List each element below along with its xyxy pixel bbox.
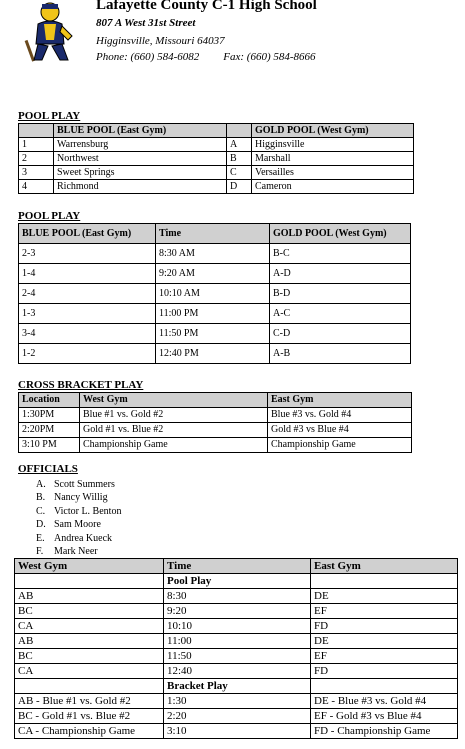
cross-bracket-table xyxy=(18,392,412,453)
east-gym-header: East Gym xyxy=(311,559,458,574)
game-time: 8:30 xyxy=(164,589,311,604)
east-officials: EF xyxy=(311,604,458,619)
table-row xyxy=(15,619,458,634)
table-row xyxy=(15,664,458,679)
gold-seed: B xyxy=(227,152,252,166)
official-name: Victor L. Benton xyxy=(54,505,122,517)
east-officials: FD xyxy=(311,664,458,679)
west-game: Gold #1 vs. Blue #2 xyxy=(80,423,268,438)
game-time: 11:50 PM xyxy=(156,324,270,344)
gold-pool-header: GOLD POOL (West Gym) xyxy=(252,124,414,138)
list-item: C. Victor L. Benton xyxy=(36,505,122,517)
gold-team: Cameron xyxy=(252,180,414,194)
table-header-row xyxy=(15,559,458,574)
empty-cell xyxy=(311,574,458,589)
gold-pool-header: GOLD POOL (West Gym) xyxy=(270,224,411,244)
table-row xyxy=(19,304,411,324)
table-row xyxy=(15,604,458,619)
list-item: E. Andrea Kueck xyxy=(36,532,113,544)
bracket-play-label: Bracket Play xyxy=(164,679,311,694)
game-time: 3:10 xyxy=(164,724,311,739)
table-row xyxy=(19,166,414,180)
east-officials: DE - Blue #3 vs. Gold #4 xyxy=(311,694,458,709)
pool-schedule-table xyxy=(18,223,411,364)
officials-heading: OFFICIALS xyxy=(18,463,78,475)
phone-number: Phone: (660) 584-6082 xyxy=(96,51,200,63)
east-game: Championship Game xyxy=(268,438,412,453)
pool-play-subheader-row xyxy=(15,574,458,589)
game-time: 11:00 PM xyxy=(156,304,270,324)
officials-list xyxy=(36,478,121,558)
blue-seed: 3 xyxy=(19,166,54,180)
east-officials: EF - Gold #3 vs Blue #4 xyxy=(311,709,458,724)
east-game: Gold #3 vs Blue #4 xyxy=(268,423,412,438)
table-row xyxy=(19,438,412,453)
pool-play-label: Pool Play xyxy=(164,574,311,589)
west-officials: BC xyxy=(15,604,164,619)
west-officials: AB xyxy=(15,589,164,604)
cross-bracket-heading: CROSS BRACKET PLAY xyxy=(18,379,144,391)
official-name: Scott Summers xyxy=(54,479,115,490)
list-item: B. Nancy Willig xyxy=(36,492,108,504)
blue-matchup: 1-3 xyxy=(19,304,156,324)
blue-matchup: 2-4 xyxy=(19,284,156,304)
blue-pool-header: BLUE POOL (East Gym) xyxy=(19,224,156,244)
time-header: Time xyxy=(164,559,311,574)
gold-matchup: A-B xyxy=(270,344,411,364)
table-row xyxy=(19,138,414,152)
table-row xyxy=(19,284,411,304)
empty-cell xyxy=(15,679,164,694)
gold-matchup: C-D xyxy=(270,324,411,344)
blue-pool-header: BLUE POOL (East Gym) xyxy=(54,124,227,138)
table-row xyxy=(19,264,411,284)
official-name: Nancy Willig xyxy=(54,492,108,504)
game-time: 12:40 PM xyxy=(156,344,270,364)
east-officials: FD xyxy=(311,619,458,634)
west-officials: CA xyxy=(15,619,164,634)
game-time: 9:20 AM xyxy=(156,264,270,284)
contact-line xyxy=(96,51,316,63)
gold-matchup: A-C xyxy=(270,304,411,324)
table-row xyxy=(19,408,412,423)
table-row xyxy=(15,589,458,604)
table-row xyxy=(15,709,458,724)
west-game: Blue #1 vs. Gold #2 xyxy=(80,408,268,423)
gold-seed: A xyxy=(227,138,252,152)
city-state-zip: Higginsville, Missouri 64037 xyxy=(96,35,225,47)
game-time: 10:10 xyxy=(164,619,311,634)
blue-team: Warrensburg xyxy=(54,138,227,152)
blue-matchup: 2-3 xyxy=(19,244,156,264)
time-header: Time xyxy=(156,224,270,244)
blue-team: Sweet Springs xyxy=(54,166,227,180)
gold-team: Versailles xyxy=(252,166,414,180)
official-name: Andrea Kueck xyxy=(54,532,113,544)
empty-cell xyxy=(15,574,164,589)
west-officials: AB xyxy=(15,634,164,649)
school-name: Lafayette County C-1 High School xyxy=(96,0,317,13)
bracket-time: 2:20PM xyxy=(19,423,80,438)
blue-matchup: 1-4 xyxy=(19,264,156,284)
table-row xyxy=(15,634,458,649)
east-officials: DE xyxy=(311,634,458,649)
west-officials: CA - Championship Game xyxy=(15,724,164,739)
gold-matchup: A-D xyxy=(270,264,411,284)
list-item: D. Sam Moore xyxy=(36,519,101,531)
east-officials: FD - Championship Game xyxy=(311,724,458,739)
gold-matchup: B-C xyxy=(270,244,411,264)
location-header: Location xyxy=(19,393,80,408)
table-header-row xyxy=(19,393,412,408)
table-header-row xyxy=(19,124,414,138)
west-officials: AB - Blue #1 vs. Gold #2 xyxy=(15,694,164,709)
east-officials: EF xyxy=(311,649,458,664)
table-row xyxy=(19,244,411,264)
west-officials: CA xyxy=(15,664,164,679)
game-time: 12:40 xyxy=(164,664,311,679)
list-item: A. Scott Summers xyxy=(36,479,115,490)
blue-matchup: 3-4 xyxy=(19,324,156,344)
pool-play-heading-2: POOL PLAY xyxy=(18,210,81,222)
game-time: 1:30 xyxy=(164,694,311,709)
official-name: Sam Moore xyxy=(54,519,101,531)
bracket-play-subheader-row xyxy=(15,679,458,694)
pool-play-heading-1: POOL PLAY xyxy=(18,110,81,122)
bracket-time: 3:10 PM xyxy=(19,438,80,453)
fax-number: Fax: (660) 584-8666 xyxy=(223,51,316,63)
gold-team: Higginsville xyxy=(252,138,414,152)
school-mascot-logo xyxy=(22,0,78,64)
east-officials: DE xyxy=(311,589,458,604)
game-time: 9:20 xyxy=(164,604,311,619)
table-row xyxy=(19,180,414,194)
blank-header-cell xyxy=(19,124,54,138)
pool-teams-table xyxy=(18,123,414,194)
empty-cell xyxy=(311,679,458,694)
west-game: Championship Game xyxy=(80,438,268,453)
blue-seed: 1 xyxy=(19,138,54,152)
table-row xyxy=(15,694,458,709)
west-gym-header: West Gym xyxy=(80,393,268,408)
officials-schedule-table xyxy=(14,558,458,739)
table-row xyxy=(19,324,411,344)
gold-team: Marshall xyxy=(252,152,414,166)
game-time: 11:50 xyxy=(164,649,311,664)
east-game: Blue #3 vs. Gold #4 xyxy=(268,408,412,423)
game-time: 11:00 xyxy=(164,634,311,649)
west-officials: BC - Gold #1 vs. Blue #2 xyxy=(15,709,164,724)
game-time: 2:20 xyxy=(164,709,311,724)
table-row xyxy=(19,344,411,364)
street-address: 807 A West 31st Street xyxy=(96,17,196,29)
bracket-time: 1:30PM xyxy=(19,408,80,423)
game-time: 8:30 AM xyxy=(156,244,270,264)
west-gym-header: West Gym xyxy=(15,559,164,574)
list-item: F. Mark Neer xyxy=(36,546,98,558)
blue-team: Northwest xyxy=(54,152,227,166)
gold-seed: D xyxy=(227,180,252,194)
blue-seed: 4 xyxy=(19,180,54,194)
blue-seed: 2 xyxy=(19,152,54,166)
blue-matchup: 1-2 xyxy=(19,344,156,364)
table-row xyxy=(15,649,458,664)
table-row xyxy=(19,423,412,438)
table-row xyxy=(15,724,458,739)
gold-seed: C xyxy=(227,166,252,180)
game-time: 10:10 AM xyxy=(156,284,270,304)
blue-team: Richmond xyxy=(54,180,227,194)
gold-matchup: B-D xyxy=(270,284,411,304)
east-gym-header: East Gym xyxy=(268,393,412,408)
table-header-row xyxy=(19,224,411,244)
table-row xyxy=(19,152,414,166)
blank-header-cell xyxy=(227,124,252,138)
west-officials: BC xyxy=(15,649,164,664)
official-name: Mark Neer xyxy=(54,546,98,558)
